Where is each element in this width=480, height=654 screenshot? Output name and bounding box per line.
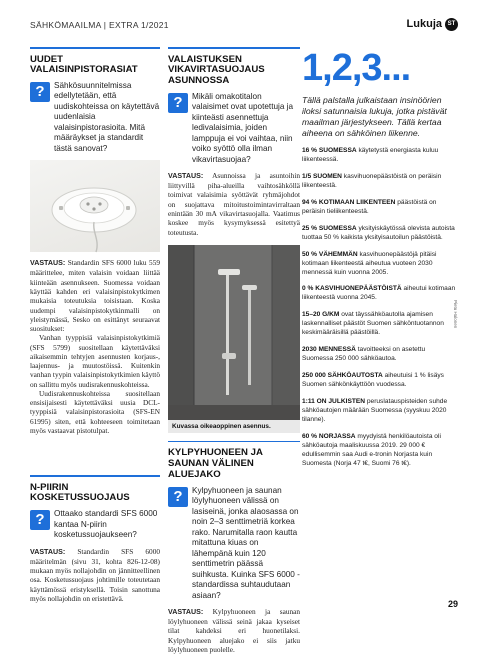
answer-paragraph: Asunnoissa ja asuntoihin liittyvillä piha-alueilla vaihtosähköllä toimivat valaisimia syöttävät ryhmäjohdot on suojattava mitoitustoimintavirraltaan enintään 30 mA vikavirtasuojalla. Vaatimus koskee myös kysymyksessä esitettyä toteutusta. [168,171,301,237]
fact-text: päästöistä on peräisin tieliikenteestä. [302,198,437,215]
socket-photo [30,160,160,252]
fact-highlight: 15–20 G/KM [302,311,340,319]
photo-caption: Kuvassa oikeaoppinen asennus. [168,420,300,433]
fact-item [302,398,458,425]
answer-block [30,547,160,603]
answer-lead: VASTAUS: [30,547,66,556]
left-column [30,47,160,603]
section-divider [168,441,300,443]
fact-highlight: 25 % SUOMESSA [302,224,357,232]
answer-lead: VASTAUS: [30,259,66,268]
fact-text: aiheutuisi 1 % lisäys Suomen sähkönkäyttöön vuodessa. [302,372,444,389]
question-mark-icon: ? [168,487,188,507]
fact-text: tavoitteeksi on asetettu Suomessa 250 000 sähköautoa. [302,346,426,363]
middle-column [168,47,300,654]
question-text: Sähkösuunnitelmissa edellytetään, että uudiskohteissa on käytettävä uudenlaisia valaisinpistorasioita. Mitä määräykset ja standardit tästä sanovat? [54,80,160,153]
photo-credit: Pietu Halonen [453,300,458,329]
section-divider [30,47,160,49]
fact-item [302,225,458,243]
answer-lead: VASTAUS: [168,608,204,616]
fact-item [302,372,458,390]
article-heading: KYLPYHUONEEN JA SAUNAN VÄLINEN ALUEJAKO [168,447,263,480]
question-text: Kylpyhuoneen ja saunan löylyhuoneen välissä on lasiseinä, jonka alaosassa on noin 2–3 senttimetriä korkea rako. Narumitalla raon kautta mitattuna kiuas on lähempänä kuin 120 senttimetrin päässä suihkusta. Kuinka SFS 6000 -standardissa suhtaudutaan asiaan? [192,485,300,600]
fact-highlight: 2030 MENNESSÄ [302,346,356,354]
fact-highlight: 50 % VÄHEMMÄN [302,250,358,258]
section-divider [168,47,300,49]
fact-text: yksityiskäytössä olevista autoista tuottaa 50 % kaikista yksityisautoilun päästöistä. [302,224,455,241]
fact-text: aiheutui kotimaan liikenteestä vuonna 2045. [302,285,456,302]
facts-list [302,147,458,469]
big-number-heading: 1,2,3... [302,47,411,89]
question-block [30,81,160,155]
page-header [30,18,458,34]
article-heading: N-PIIRIN KOSKETUSSUOJAUS [30,481,130,504]
answer-block [30,258,160,435]
fact-item [302,433,458,469]
question-text: Mikäli omakotitalon valaisimet ovat upotettuja ja kiinteästi asennettuja ledivalaisimia, joiden lamppuja ei voi vaihtaa, niin voiko syöttö olla ilman vikavirtasuojaa? [192,91,294,164]
question-mark-icon: ? [30,510,50,530]
question-text: Ottaako standardi SFS 6000 kantaa N-piirin kosketussuojaukseen? [54,509,158,540]
answer-block [168,171,300,237]
fact-text: kasvihuonepäästöjä pitäisi kotimaan liikenteestä aiheutua vuoteen 2030 mennessä kuin vuonna 2005. [302,250,437,276]
section-label: Lukuja [406,18,442,30]
question-mark-icon: ? [168,93,188,113]
fact-item [302,285,458,303]
article-heading: VALAISTUKSEN VIKAVIRTASUOJAUS ASUNNOSSA [168,53,265,86]
magazine-label: SÄHKÖMAAILMA | EXTRA 1/2021 [30,20,169,30]
answer-block [168,607,300,654]
fact-text: peruslatauspisteiden suhde sähköautojen määrään Suomessa (syyskuu 2020 tilanne). [302,398,448,423]
fact-item [302,199,458,217]
fact-text: ovat täyssähköautolla ajamisen laskennalliset päästöt Suomen sähköntuotannon keskimääräisillä päästöillä. [302,311,444,337]
fact-highlight: 1:11 ON JULKISTEN [302,398,366,406]
answer-lead: VASTAUS: [168,172,204,181]
shower-illustration [168,245,300,433]
fact-item [302,147,458,165]
fact-item [302,346,458,364]
page-number: 29 [447,599,458,609]
fact-item [302,251,458,278]
fact-text: käytetystä energiasta kuluu liikenteessä. [302,147,439,163]
question-block [30,509,160,541]
section-divider [30,475,160,477]
fact-highlight: 250 000 SÄHKÖAUTOSTA [302,372,383,380]
fact-item [302,173,458,191]
answer-paragraph: Standardin SFS 6000 luku 559 määrittelee, miten valaisin voidaan liittää kiinteään asennukseen. Suomessa voidaan käyttää kahden eri valaisinpistokytkimen mukaisia toteutuksia toisistaan. Koska uudempi valaisinpistokytkinmalli on yleistymässä, Sesko on esittänyt seuraavat suositukset: [30,258,160,334]
fact-highlight: 94 % KOTIMAAN LIIKENTEEN [302,198,396,206]
question-mark-icon: ? [30,82,50,102]
question-block [168,486,300,602]
answer-paragraph: Uudisrakennuskohteissa suositellaan ensisijaisesti käytettäväksi uusia DCL-tyyppisiä valaisinpistorasioita (SFS-EN 61995) siten, että kohteeseen toimitetaan myös vastaavat pistotulpat. [30,388,160,435]
fact-text: kasvihuonepäästöistä on peräisin liikenteestä. [302,172,442,189]
ceiling-socket-illustration [30,160,160,252]
magazine-logo-icon: ST [445,18,458,31]
answer-paragraph: Kylpyhuoneen ja saunan löylyhuoneen välissä seinä jakaa kyseiset tilat kahdeksi eri huonetilaksi. Kylpyhuoneen aluejako ei siis jatku löylyhuoneen puolelle. [168,607,301,654]
right-column [302,47,458,469]
fact-item [302,311,458,338]
fact-highlight: 0 % KASVIHUONEPÄÄSTÖISTÄ [302,285,402,293]
fact-highlight: 16 % SUOMESSA [302,147,357,154]
article-heading: UUDET VALAISINPISTORASIAT [30,53,138,76]
fact-text: myydyistä henkilöautoista oli sähköautoja maaliskuussa 2019. 29 000 € edullisemmin saa Audi e-tronin Norjasta kuin Suomesta (Norja 47 t€, Suomi 76 t€). [302,432,441,467]
bathroom-photo [168,245,300,433]
intro-text: Tällä palstalla julkaistaan insinöörien iloksi satunnaisia lukuja, jotka pistävät maailman järjestykseen. Tällä kertaa aiheena on sähköinen liikenne. [302,95,447,138]
answer-paragraph: Vanhan tyyppisiä valaisinpistokytkimiä (SFS 5799) suositellaan käytettäväksi aikaisemmin tehtyjen asennusten korjaus-, laajennus- ja muutostöissä. Kuitenkin vanhan tyypin valaisinpistokytkimien käyttö on sallittu myös uudisrakennuskohteissa. [30,333,160,389]
question-block [168,92,300,166]
fact-highlight: 60 % NORJASSA [302,432,356,440]
fact-highlight: 1/5 SUOMEN [302,172,342,180]
answer-paragraph: Standardin SFS 6000 määritelmän (sivu 31, kohta 826-12-08) mukaan myös nollajohdin on jännitteellinen osa. Kosketussuojaus johtimille toteutetaan käyttämössä eristyksellä. Toisin sanottuna myös nollajohdin on eristettävä. [30,546,161,603]
